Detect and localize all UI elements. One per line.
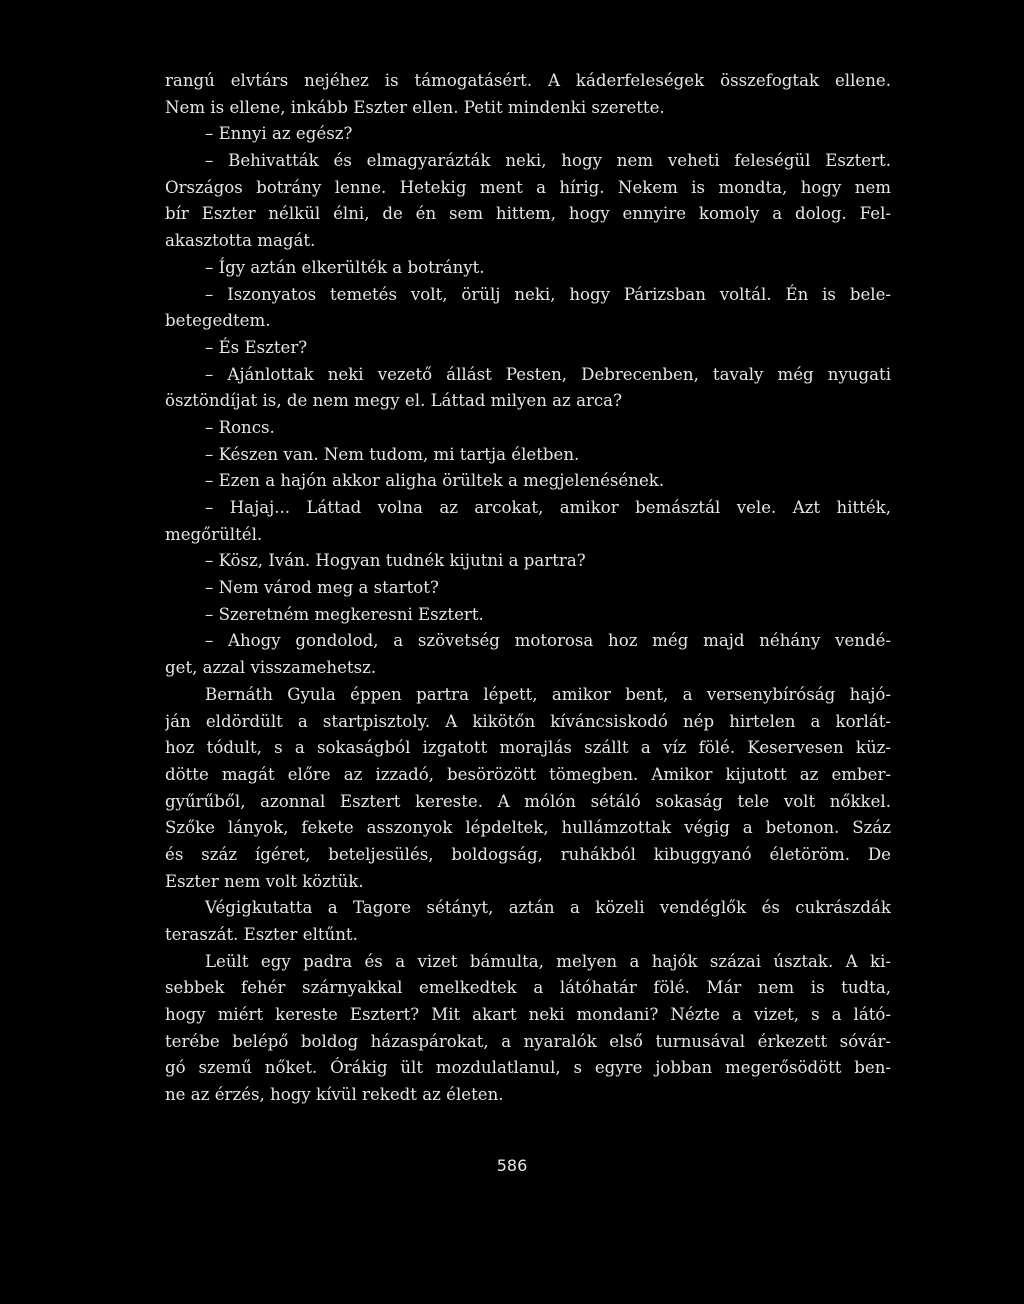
text-line: Leült egy padra és a vizet bámulta, melyen a hajók százai úsztak. A ki-	[205, 951, 891, 971]
text-line: Nem is ellene, inkább Eszter ellen. Petit mindenki szerette.	[165, 97, 665, 117]
text-line: – Készen van. Nem tudom, mi tartja életben.	[205, 444, 580, 464]
text-line: hoz tódult, s a sokaságból izgatott morajlás szállt a víz fölé. Keservesen küz-	[165, 738, 891, 758]
text-line: Bernáth Gyula éppen partra lépett, amikor bent, a versenybíróság hajó-	[205, 684, 891, 704]
text-line: – Nem várod meg a startot?	[205, 578, 439, 598]
text-line: hogy miért kereste Esztert? Mit akart neki mondani? Nézte a vizet, s a látó-	[165, 1005, 891, 1025]
page-number: 586	[496, 1156, 528, 1175]
text-line: terébe belépő boldog házaspárokat, a nyaralók első turnusával érkezett sóvár-	[165, 1031, 891, 1051]
text-line: gó szemű nőket. Órákig ült mozdulatlanul, s egyre jobban megerősödött ben-	[165, 1058, 891, 1078]
text-line: rangú elvtárs nejéhez is támogatásért. A káderfeleségek összefogtak ellene.	[165, 71, 891, 90]
text-line: ne az érzés, hogy kívül rekedt az életen.	[165, 1085, 504, 1105]
text-line: – És Eszter?	[205, 337, 308, 357]
text-line: betegedtem.	[165, 311, 271, 331]
text-line: akasztotta magát.	[165, 231, 316, 251]
text-line: Végigkutatta a Tagore sétányt, aztán a közeli vendéglők és cukrászdák	[205, 898, 891, 918]
text-line: Eszter nem volt köztük.	[165, 871, 364, 891]
text-line: gyűrűből, azonnal Esztert kereste. A mólón sétáló sokaság tele volt nőkkel.	[165, 791, 891, 811]
text-line: get, azzal visszamehetsz.	[165, 658, 377, 678]
text-line: és száz ígéret, beteljesülés, boldogság, ruhákból kibuggyanó életöröm. De	[165, 844, 891, 864]
text-line: sebbek fehér szárnyakkal emelkedtek a látóhatár fölé. Már nem is tudta,	[165, 978, 891, 998]
text-line: Szőke lányok, fekete asszonyok lépdeltek, hullámzottak végig a betonon. Száz	[165, 818, 891, 838]
text-line: – Iszonyatos temetés volt, örülj neki, hogy Párizsban voltál. Én is bele-	[205, 284, 891, 304]
text-line: Országos botrány lenne. Hetekig ment a hírig. Nekem is mondta, hogy nem	[165, 177, 891, 197]
text-line: teraszát. Eszter eltűnt.	[165, 925, 358, 944]
text-line: – Behivatták és elmagyarázták neki, hogy nem veheti feleségül Esztert.	[205, 151, 891, 171]
text-line: – Szeretném megkeresni Esztert.	[205, 604, 484, 624]
text-line: dötte magát előre az izzadó, besörözött tömegben. Amikor kijutott az ember-	[165, 764, 891, 784]
text-line: – Hajaj... Láttad volna az arcokat, amikor bemásztál vele. Azt hitték,	[205, 498, 891, 517]
text-line: – Így aztán elkerülték a botrányt.	[205, 257, 485, 277]
text-line: bír Eszter nélkül élni, de én sem hittem, hogy ennyire komoly a dolog. Fel-	[165, 204, 891, 224]
text-line: ösztöndíjat is, de nem megy el. Láttad milyen az arca?	[165, 391, 622, 411]
text-line: ján eldördült a startpisztoly. A kikötőn kíváncsiskodó nép hirtelen a korlát-	[165, 711, 891, 731]
text-line: – Ajánlottak neki vezető állást Pesten, Debrecenben, tavaly még nyugati	[205, 364, 891, 384]
text-line: – Ahogy gondolod, a szövetség motorosa hoz még majd néhány vendé-	[205, 631, 891, 651]
text-line: – Roncs.	[205, 417, 275, 437]
text-line: – Ezen a hajón akkor aligha örültek a megjelenésének.	[205, 471, 665, 491]
text-line: megőrültél.	[165, 524, 263, 544]
text-line: – Ennyi az egész?	[205, 124, 353, 144]
text-line: – Kösz, Iván. Hogyan tudnék kijutni a partra?	[205, 551, 586, 571]
body-text	[165, 68, 891, 1109]
